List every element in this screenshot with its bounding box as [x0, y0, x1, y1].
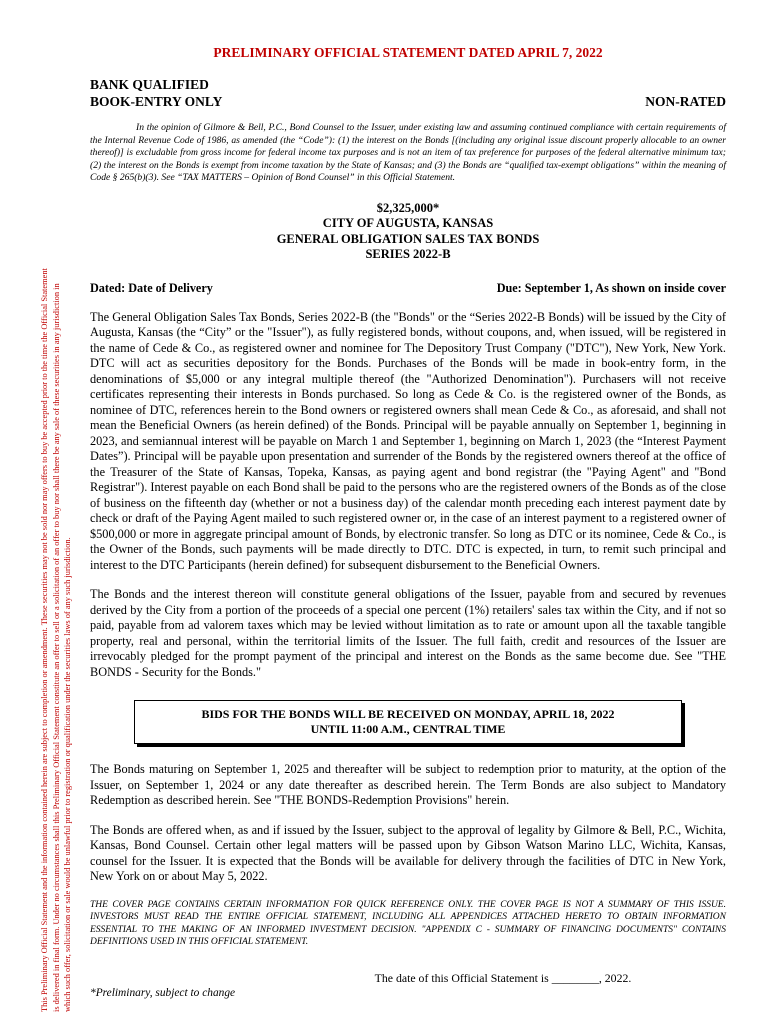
dated-label: Dated: Date of Delivery	[90, 280, 213, 295]
paragraph-offering: The Bonds are offered when, as and if issued by the Issuer, subject to the approval of legality by Gilmore & Bell, P.C., Wichita, Kansas, Bond Counsel. Certain other legal matters will be passed upon by Gibson Watson Marino LLC, Wichita, Kansas, counsel for the Issuer. It is expected that the Bonds will be available for delivery through the facilities of DTC in New York, New York on or about May 5, 2022.	[90, 822, 726, 884]
paragraph-security: The Bonds and the interest thereon will constitute general obligations of the Issuer, payable from and secured by revenues derived by the City from a portion of the proceeds of a special one percent (1%) retailers' sales tax within the City, and if not so paid, payable from ad valorem taxes which may be levied without limitation as to rate or amount upon all the taxable tangible property, real and personal, within the territorial limits of the Issuer. The full faith, credit and resources of the Issuer are irrevocably pledged for the prompt payment of the principal and interest on the Bonds as the same become due. See "THE BONDS - Security for the Bonds."	[90, 587, 726, 679]
bank-qualified-label: BANK QUALIFIED	[90, 77, 209, 92]
bid-notice-line-1: BIDS FOR THE BONDS WILL BE RECEIVED ON MONDAY, APRIL 18, 2022	[201, 707, 615, 722]
document-body	[90, 45, 726, 999]
issuer-name: CITY OF AUGUSTA, KANSAS	[322, 216, 494, 231]
bond-name: GENERAL OBLIGATION SALES TAX BONDS	[276, 231, 540, 246]
official-statement-date: The date of this Official Statement is ________, 2022.	[374, 970, 632, 985]
bid-notice-box	[134, 700, 682, 744]
bid-notice-line-2: UNTIL 11:00 A.M., CENTRAL TIME	[310, 722, 506, 737]
bond-series: SERIES 2022-B	[365, 247, 451, 262]
book-entry-label: BOOK-ENTRY ONLY	[90, 94, 223, 109]
bond-title-block	[90, 201, 726, 263]
bond-amount: $2,325,000*	[376, 200, 440, 215]
disclaimer-line-1: This Preliminary Official Statement and the information contained herein are subject to completion or amendment. These securities may not be sold nor may offers to buy be accepted prior to the time the Official Statement	[40, 268, 49, 1012]
bond-counsel-opinion: In the opinion of Gilmore & Bell, P.C., Bond Counsel to the Issuer, under existing law and assuming continued compliance with certain requirements of the Internal Revenue Code of 1986, as amended (the “Code”): (1) the interest on the Bonds [(including any original issue discount properly allocable to an owner thereof)] is excludable from gross income for federal income tax purposes and is not an item of tax preference for purposes of the federal alternative minimum tax; (2) the interest on the Bonds is exempt from income taxation by the State of Kansas; and (3) the Bonds are “qualified tax-exempt obligations” within the meaning of Code § 265(b)(3). See “TAX MATTERS – Opinion of Bond Counsel” in this Official Statement.	[90, 122, 726, 184]
rotated-disclaimer	[39, 27, 75, 1012]
preliminary-heading: PRELIMINARY OFFICIAL STATEMENT DATED APRIL 7, 2022	[213, 45, 603, 60]
rating-label: NON-RATED	[645, 94, 726, 109]
preliminary-footnote: *Preliminary, subject to change	[90, 986, 236, 999]
book-entry-row	[90, 93, 726, 110]
paragraph-redemption: The Bonds maturing on September 1, 2025 and thereafter will be subject to redemption prior to maturity, at the option of the Issuer, on September 1, 2024 or any date thereafter as described herein. The Term Bonds are also subject to Mandatory Redemption as described herein. See "THE BONDS-Redemption Provisions" herein.	[90, 762, 726, 808]
disclaimer-line-3: which such offer, solicitation or sale would be unlawful prior to registration or qualification under the securities laws of any such jurisdiction.	[63, 537, 73, 1012]
paragraph-bond-description: The General Obligation Sales Tax Bonds, Series 2022-B (the "Bonds" or the “Series 2022-B Bonds) will be issued by the City of Augusta, Kansas (the “City” or the "Issuer"), as fully registered bonds, without coupons, and, when issued, will be registered in the name of Cede & Co., as registered owner and nominee for The Depository Trust Company ("DTC"), New York, New York. DTC will act as securities depository for the Bonds. Purchases of the Bonds will be made in book-entry form, in the denominations of $5,000 or any integral multiple thereof (the "Authorized Denomination"). Purchasers will not receive certificates representing their interests in Bonds purchased. So long as Cede & Co. is the registered owner of the Bonds, as nominee of DTC, references herein to the Bond owners or registered owners shall mean Cede & Co., as aforesaid, and shall not mean the Beneficial Owners (as herein defined) of the Bonds. Principal will be payable annually on September 1, beginning in 2023, and semiannual interest will be payable on March 1 and September 1, beginning on March 1, 2023 (the “Interest Payment Dates”). Principal will be payable upon presentation and surrender of the Bonds by the registered owners thereof at the office of the Treasurer of the State of Kansas, Topeka, Kansas, as paying agent and bond registrar (the "Paying Agent" and "Bond Registrar"). Interest payable on each Bond shall be paid to the persons who are the registered owners of the Bonds as of the close of business on the fifteenth day (whether or not a business day) of the calendar month preceding each interest payment date by check or draft of the Paying Agent mailed to such registered owner or, in the case of an interest payment to a registered owner of $500,000 or more in aggregate principal amount of Bonds, by electronic transfer. So long as DTC or its nominee, Cede & Co., is the Owner of the Bonds, such payments will be made directly to DTC. DTC is expected, in turn, to remit such principal and interest to the DTC Participants (herein defined) for subsequent disbursement to the Beneficial Owners.	[90, 309, 726, 572]
dated-due-row	[90, 281, 726, 296]
cover-page-notice: THE COVER PAGE CONTAINS CERTAIN INFORMATION FOR QUICK REFERENCE ONLY. THE COVER PAGE IS NOT A SUMMARY OF THIS ISSUE. INVESTORS MUST READ THE ENTIRE OFFICIAL STATEMENT, INCLUDING ALL APPENDICES ATTACHED HERETO TO OBTAIN INFORMATION ESSENTIAL TO THE MAKING OF AN INFORMED INVESTMENT DECISION. "APPENDIX C - SUMMARY OF FINANCING DOCUMENTS" CONTAINS DEFINITIONS USED IN THIS OFFICIAL STATEMENT.	[90, 899, 726, 948]
disclaimer-line-2: is delivered in final form. Under no circumstances shall this Preliminary Official Statement constitute an offer to sell or a solicitation of an offer to buy nor shall there be any sale of these securities in any jurisdiction in	[51, 283, 61, 1012]
due-label: Due: September 1, As shown on inside cover	[496, 280, 726, 295]
